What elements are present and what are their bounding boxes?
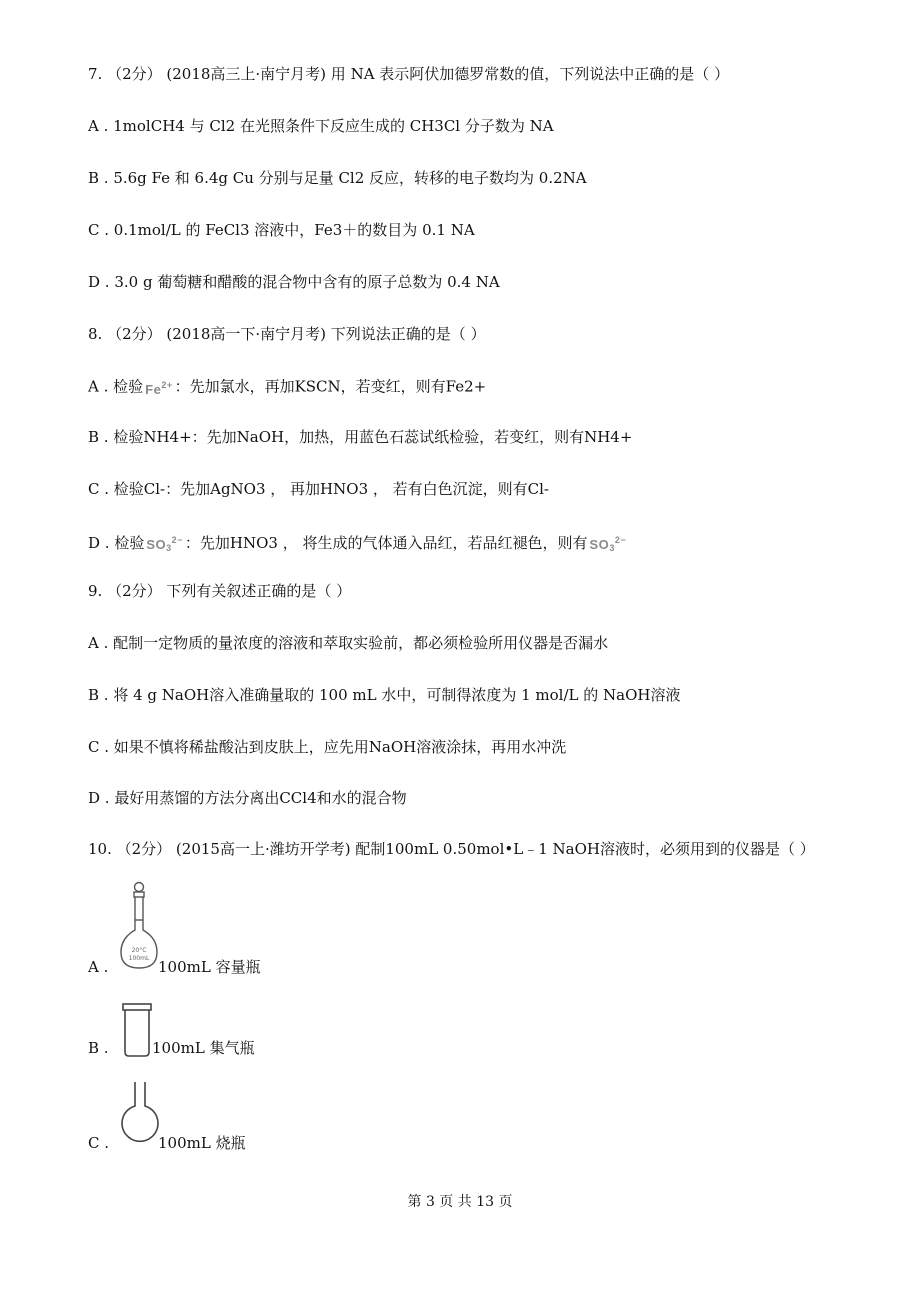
option-text: D . 检验: [88, 534, 145, 552]
question-8-option-c: C . 检验Cl-：先加AgNO3 ， 再加HNO3 ， 若有白色沉淀，则有Cl-: [88, 480, 549, 498]
question-7-option-b: B . 5.6g Fe 和 6.4g Cu 分别与足量 Cl2 反应，转移的电子数均为 0.2NA: [88, 169, 587, 187]
option-text: ：先加HNO3 ， 将生成的气体通入品红，若品红褪色，则有: [184, 534, 588, 552]
question-9-option-c: C . 如果不慎将稀盐酸沾到皮肤上，应先用NaOH溶液涂抹，再用水冲洗: [88, 738, 567, 756]
gas-jar-icon: [120, 1002, 154, 1058]
option-text: A . 检验: [88, 377, 144, 396]
option-text: ：先加氯水，再加KSCN，若变红，则有Fe2+: [174, 377, 487, 396]
question-9-option-b: B . 将 4 g NaOH溶入准确量取的 100 mL 水中，可制得浓度为 1 mol/L 的 NaOH溶液: [88, 686, 681, 704]
round-flask-icon: [118, 1080, 162, 1146]
option-prefix: C .: [88, 1134, 110, 1152]
option-prefix: A .: [88, 958, 109, 976]
question-10-header: 10. （2分） (2015高一上·潍坊开学考) 配制100mL 0.50mol•L﹣1 NaOH溶液时，必须用到的仪器是（ ）: [88, 840, 815, 858]
question-7-header: 7. （2分） (2018高三上·南宁月考) 用 NA 表示阿伏加德罗常数的值，下列说法中正确的是（ ）: [88, 65, 730, 83]
option-label: 100mL 容量瓶: [158, 958, 261, 976]
question-7-option-c: C . 0.1mol/L 的 FeCl3 溶液中，Fe3＋的数目为 0.1 NA: [88, 221, 475, 239]
fe2-formula-image: $Fe^{2+}$: [145, 380, 173, 397]
question-7-option-d: D . 3.0 g 葡萄糖和醋酸的混合物中含有的原子总数为 0.4 NA: [88, 273, 500, 291]
sulfite-formula-image: $SO_3^{2-}$: [146, 535, 183, 553]
question-8-header: 8. （2分） (2018高一下·南宁月考) 下列说法正确的是（ ）: [88, 325, 486, 343]
question-8-option-d: [88, 530, 628, 553]
svg-text:20°C: 20°C: [131, 947, 147, 954]
option-label: 100mL 集气瓶: [152, 1039, 255, 1057]
option-prefix: B .: [88, 1039, 109, 1057]
question-9-header: 9. （2分） 下列有关叙述正确的是（ ）: [88, 582, 352, 600]
question-9-option-d: D . 最好用蒸馏的方法分离出CCl4和水的混合物: [88, 789, 407, 807]
sulfite-formula-image: $SO_3^{2-}$: [589, 535, 627, 553]
question-7-option-a: A . 1molCH4 与 Cl2 在光照条件下反应生成的 CH3Cl 分子数为 NA: [88, 117, 554, 135]
question-10-option-a: [88, 957, 261, 977]
question-8-option-a: [88, 375, 486, 395]
page-footer: 第 3 页 共 13 页: [407, 1194, 513, 1210]
question-10-option-c: [88, 1133, 246, 1153]
question-9-option-a: A . 配制一定物质的量浓度的溶液和萃取实验前，都必须检验所用仪器是否漏水: [88, 634, 609, 652]
option-label: 100mL 烧瓶: [158, 1134, 246, 1152]
question-8-option-b: B . 检验NH4+：先加NaOH，加热，用蓝色石蕊试纸检验，若变红，则有NH4+: [88, 428, 633, 446]
question-10-option-b: [88, 1038, 255, 1058]
svg-text:100mL: 100mL: [128, 955, 150, 962]
